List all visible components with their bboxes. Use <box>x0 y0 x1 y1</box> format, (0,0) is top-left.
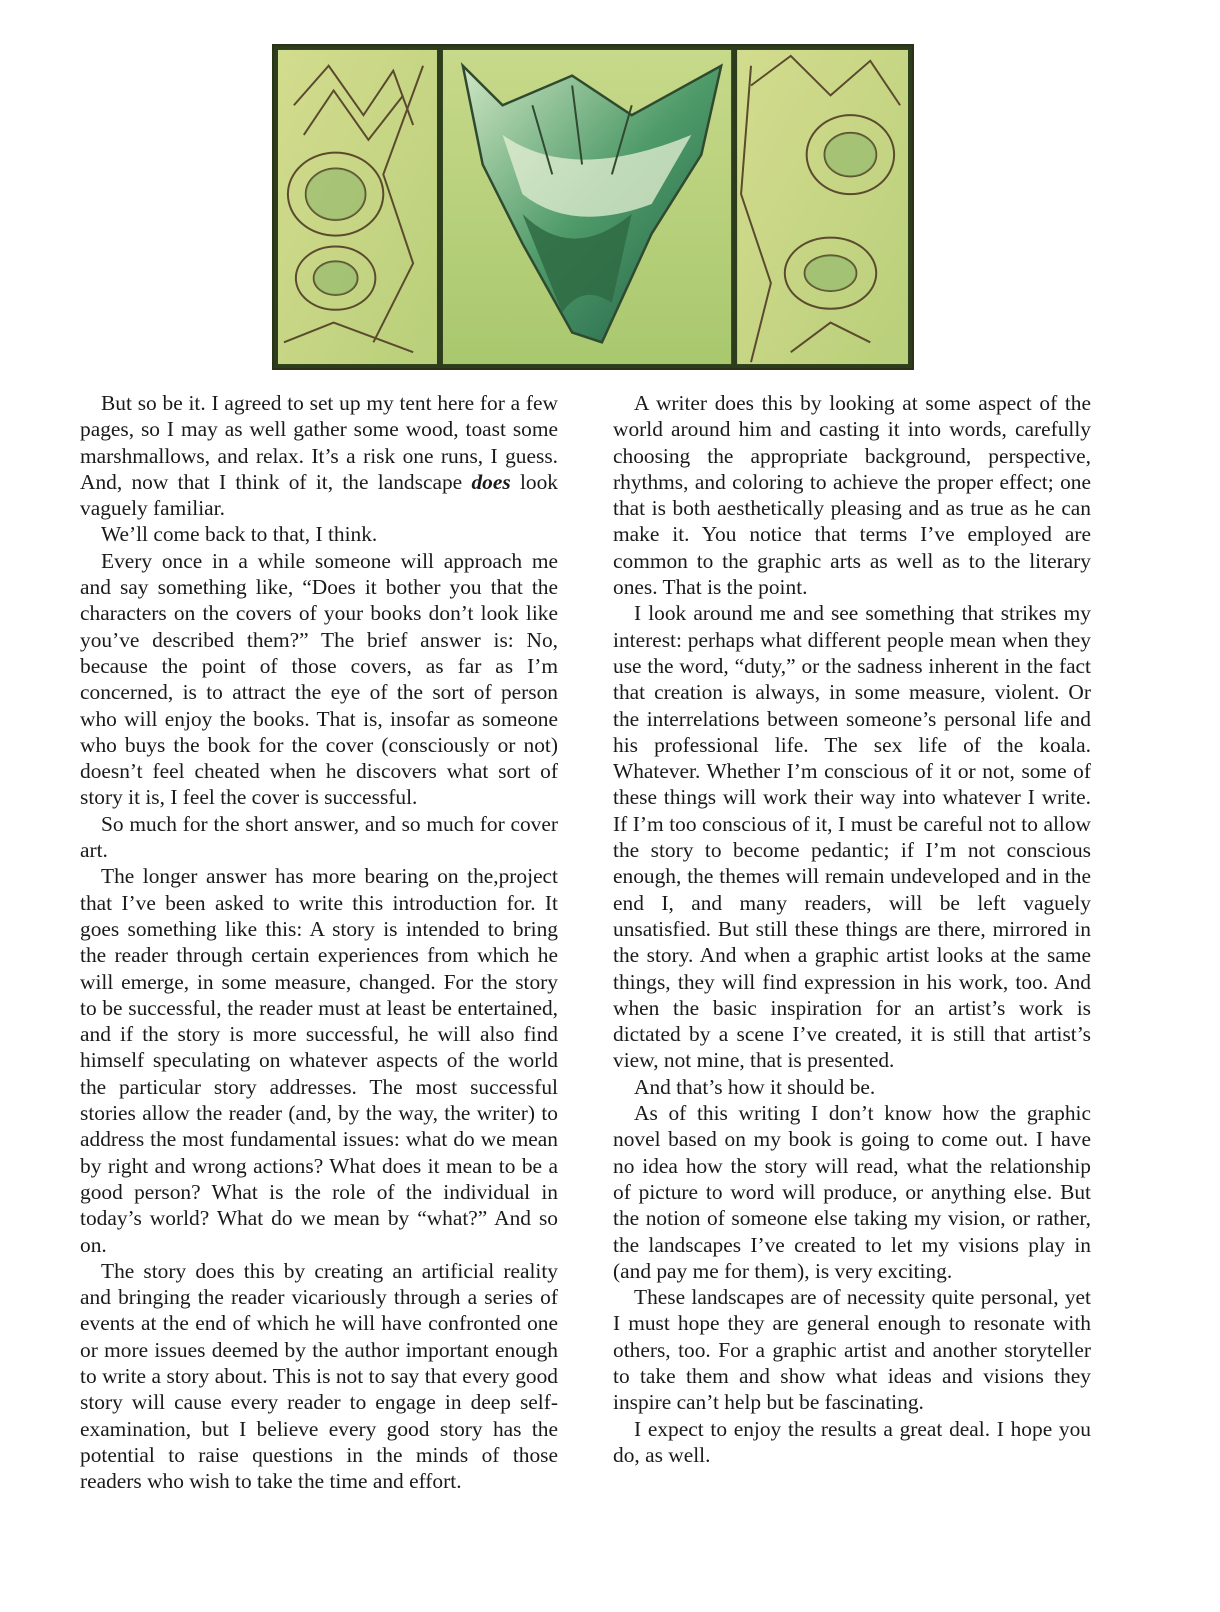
dragon-triptych-icon <box>274 46 912 368</box>
paragraph: A writer does this by looking at some aspect of the world around him and casting it into words, carefully choosing the appropriate background, perspective, rhythms, and coloring to achieve the proper effect; one that is both aesthetically pleasing and as true as he can make it. You notice that terms I’ve employed are common to the graphic arts as well as to the literary ones. That is the point. <box>613 391 1091 600</box>
paragraph: The longer answer has more bearing on the,project that I’ve been asked to write this introduction for. It goes something like this: A story is intended to bring the reader through certain experiences from which he will emerge, in some measure, changed. For the story to be successful, the reader must at least be entertained, and if the story is more successful, he will also find himself speculating on whatever aspects of the world the particular story addresses. The most successful stories allow the reader (and, by the way, the writer) to address the most fundamental issues: what do we mean by right and wrong actions? What does it mean to be a good person? What is the role of the individual in today’s world? What do we mean by “what?” And so on. <box>80 864 558 1257</box>
paragraph: But so be it. I agreed to set up my tent here for a few pages, so I may as well gather some wood, toast some marshmallows, and relax. It’s a risk one runs, I guess. And, now that I think of it, the landscape does look vaguely familiar. <box>80 391 558 521</box>
paragraph: These landscapes are of necessity quite personal, yet I must hope they are general enough to resonate with others, too. For a graphic artist and another storyteller to take them and show what ideas and visions they inspire can’t help but be fascinating. <box>613 1285 1091 1415</box>
paragraph: The story does this by creating an artificial reality and bringing the reader vicariously through a series of events at the end of which he will have confronted one or more issues deemed by the author important enough to write a story about. This is not to say that every good story will cause every reader to engage in deep self-examination, but I believe every good story has the potential to raise questions in the minds of those readers who wish to take the time and effort. <box>80 1258 558 1494</box>
paragraph: So much for the short answer, and so much for cover art. <box>80 811 558 863</box>
paragraph: Every once in a while someone will approach me and say something like, “Does it bother you that the characters on the covers of your books don’t look like you’ve described them?” The brief answer is: No, because the point of those covers, as far as I’m concerned, is to attract the eye of the sort of person who will enjoy the books. That is, insofar as someone who buys the book for the cover (consciously or not) doesn’t feel cheated when he discovers what sort of story it is, I feel the cover is successful. <box>80 548 558 810</box>
paragraph: I expect to enjoy the results a great deal. I hope you do, as well. <box>613 1416 1091 1467</box>
paragraph: We’ll come back to that, I think. <box>101 522 378 547</box>
paragraph: And that’s how it should be. <box>634 1074 876 1099</box>
emphasis: does <box>471 469 511 494</box>
left-text-column <box>80 390 558 1494</box>
right-text-column <box>613 390 1091 1468</box>
header-illustration <box>272 44 914 370</box>
paragraph: As of this writing I don’t know how the graphic novel based on my book is going to come out. I have no idea how the story will read, what the relationship of picture to word will produce, or anything else. But the notion of someone else taking my vision, or rather, the landscapes I’ve created to let my visions play in (and pay me for them), is very exciting. <box>613 1101 1091 1283</box>
paragraph: I look around me and see something that strikes my interest: perhaps what different people mean when they use the word, “duty,” or the sadness inherent in the fact that creation is always, in some measure, violent. Or the interrelations between someone’s personal life and his professional life. The sex life of the koala. Whatever. Whether I’m conscious of it or not, some of these things will work their way into whatever I write. If I’m too conscious of it, I must be careful not to allow the story to become pedantic; if I’m not conscious enough, the themes will remain undeveloped and in the end I, and many readers, will be left vaguely unsatisfied. But still these things are there, mirrored in the story. And when a graphic artist looks at the same things, they will find expression in his work, too. And when the basic inspiration for an artist’s work is dictated by a scene I’ve created, it is still that artist’s view, not mine, that is presented. <box>613 601 1091 1073</box>
